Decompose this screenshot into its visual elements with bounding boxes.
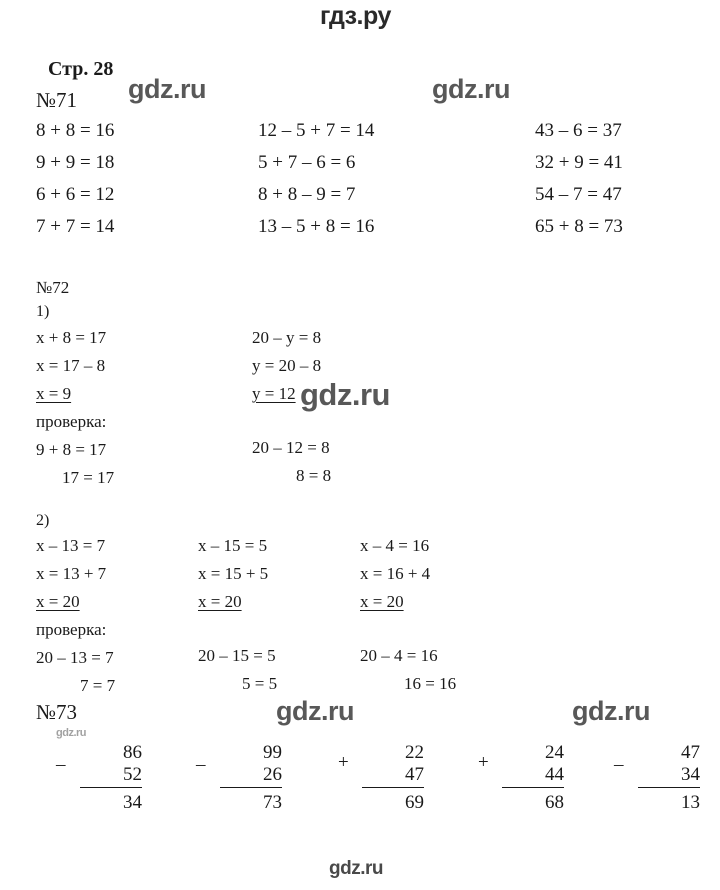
operand-top: 22 — [405, 742, 424, 763]
operation-sign: + — [338, 752, 349, 773]
exercise-71-column-1 — [36, 120, 114, 248]
check-label: проверка: — [36, 620, 107, 639]
result: 68 — [545, 792, 564, 813]
equation-step: x = 13 + 7 — [36, 564, 107, 583]
equation: 20 – y = 8 — [252, 328, 322, 347]
check-line-1: 20 – 12 = 8 — [252, 438, 330, 457]
equation: 43 – 6 = 37 — [535, 120, 622, 141]
operand-bottom: 52 — [80, 764, 142, 788]
equation-group-1b — [252, 328, 331, 494]
result: 69 — [405, 792, 424, 813]
equation: 54 – 7 = 47 — [535, 184, 622, 205]
equation: x – 15 = 5 — [198, 536, 268, 555]
equation: x – 13 = 7 — [36, 536, 106, 555]
watermark: gdz.ru — [300, 377, 390, 412]
check-line-2: 5 = 5 — [242, 674, 278, 693]
column-sum-4 — [478, 742, 570, 814]
equation: 7 + 7 = 14 — [36, 216, 115, 237]
equation: 8 + 8 – 9 = 7 — [258, 184, 356, 205]
site-logo: гдз.ру — [320, 2, 391, 30]
operand-top: 99 — [263, 742, 282, 763]
check-line-1: 20 – 4 = 16 — [360, 646, 438, 665]
operand-bottom: 34 — [638, 764, 700, 788]
check-line-2: 7 = 7 — [80, 676, 116, 695]
result: 13 — [681, 792, 700, 813]
operation-sign: – — [56, 754, 66, 775]
equation-step: x = 15 + 5 — [198, 564, 269, 583]
part-label-2: 2) — [36, 512, 50, 529]
equation: 32 + 9 = 41 — [535, 152, 623, 173]
check-label — [198, 620, 277, 638]
equation-step: x = 17 – 8 — [36, 356, 106, 375]
exercise-number-72: №72 — [36, 278, 70, 297]
equation: 9 + 9 = 18 — [36, 152, 115, 173]
check-label — [360, 620, 456, 638]
equation: 65 + 8 = 73 — [535, 216, 623, 237]
column-sum-3 — [338, 742, 430, 814]
check-label: проверка: — [36, 412, 107, 431]
equation-answer: y = 12 — [252, 384, 296, 403]
watermark: gdz.ru — [329, 858, 383, 879]
equation-group-2b — [198, 536, 277, 702]
equation: 6 + 6 = 12 — [36, 184, 115, 205]
equation: 8 + 8 = 16 — [36, 120, 115, 141]
result: 34 — [123, 792, 142, 813]
exercise-number-73: №73 — [36, 700, 78, 724]
equation-group-2a — [36, 536, 115, 704]
column-sum-2 — [196, 742, 288, 814]
equation-step: x = 16 + 4 — [360, 564, 431, 583]
operand-bottom: 44 — [502, 764, 564, 788]
equation-answer: x = 9 — [36, 384, 72, 403]
exercise-number-71: №71 — [36, 88, 78, 112]
watermark: gdz.ru — [432, 74, 510, 104]
result: 73 — [263, 792, 282, 813]
equation: 13 – 5 + 8 = 16 — [258, 216, 375, 237]
column-sum-5 — [614, 742, 706, 814]
watermark: gdz.ru — [276, 696, 354, 726]
exercise-71-column-3 — [535, 120, 623, 248]
check-line-1: 20 – 15 = 5 — [198, 646, 276, 665]
equation-group-1a — [36, 328, 114, 496]
equation: x – 4 = 16 — [360, 536, 430, 555]
watermark: gdz.ru — [572, 696, 650, 726]
equation-group-2c — [360, 536, 456, 702]
equation-answer: x = 20 — [36, 592, 80, 611]
operation-sign: – — [614, 754, 624, 775]
operand-top: 47 — [681, 742, 700, 763]
check-label — [252, 412, 331, 430]
equation: 12 – 5 + 7 = 14 — [258, 120, 375, 141]
column-sum-1 — [56, 742, 148, 814]
page-label: Стр. 28 — [48, 58, 114, 80]
operation-sign: + — [478, 752, 489, 773]
operand-bottom: 26 — [220, 764, 282, 788]
check-line-1: 9 + 8 = 17 — [36, 440, 107, 459]
part-label-1: 1) — [36, 303, 50, 320]
check-line-1: 20 – 13 = 7 — [36, 648, 114, 667]
watermark-small: gdz.ru — [56, 727, 86, 739]
operation-sign: – — [196, 754, 206, 775]
equation-answer: x = 20 — [360, 592, 404, 611]
equation: x + 8 = 17 — [36, 328, 107, 347]
check-line-2: 16 = 16 — [404, 674, 457, 693]
check-line-2: 8 = 8 — [296, 466, 332, 485]
operand-bottom: 47 — [362, 764, 424, 788]
equation-step: y = 20 – 8 — [252, 356, 322, 375]
equation: 5 + 7 – 6 = 6 — [258, 152, 356, 173]
operand-top: 24 — [545, 742, 564, 763]
watermark: gdz.ru — [128, 74, 206, 104]
operand-top: 86 — [123, 742, 142, 763]
equation-answer: x = 20 — [198, 592, 242, 611]
check-line-2: 17 = 17 — [62, 468, 115, 487]
exercise-71-column-2 — [258, 120, 374, 248]
